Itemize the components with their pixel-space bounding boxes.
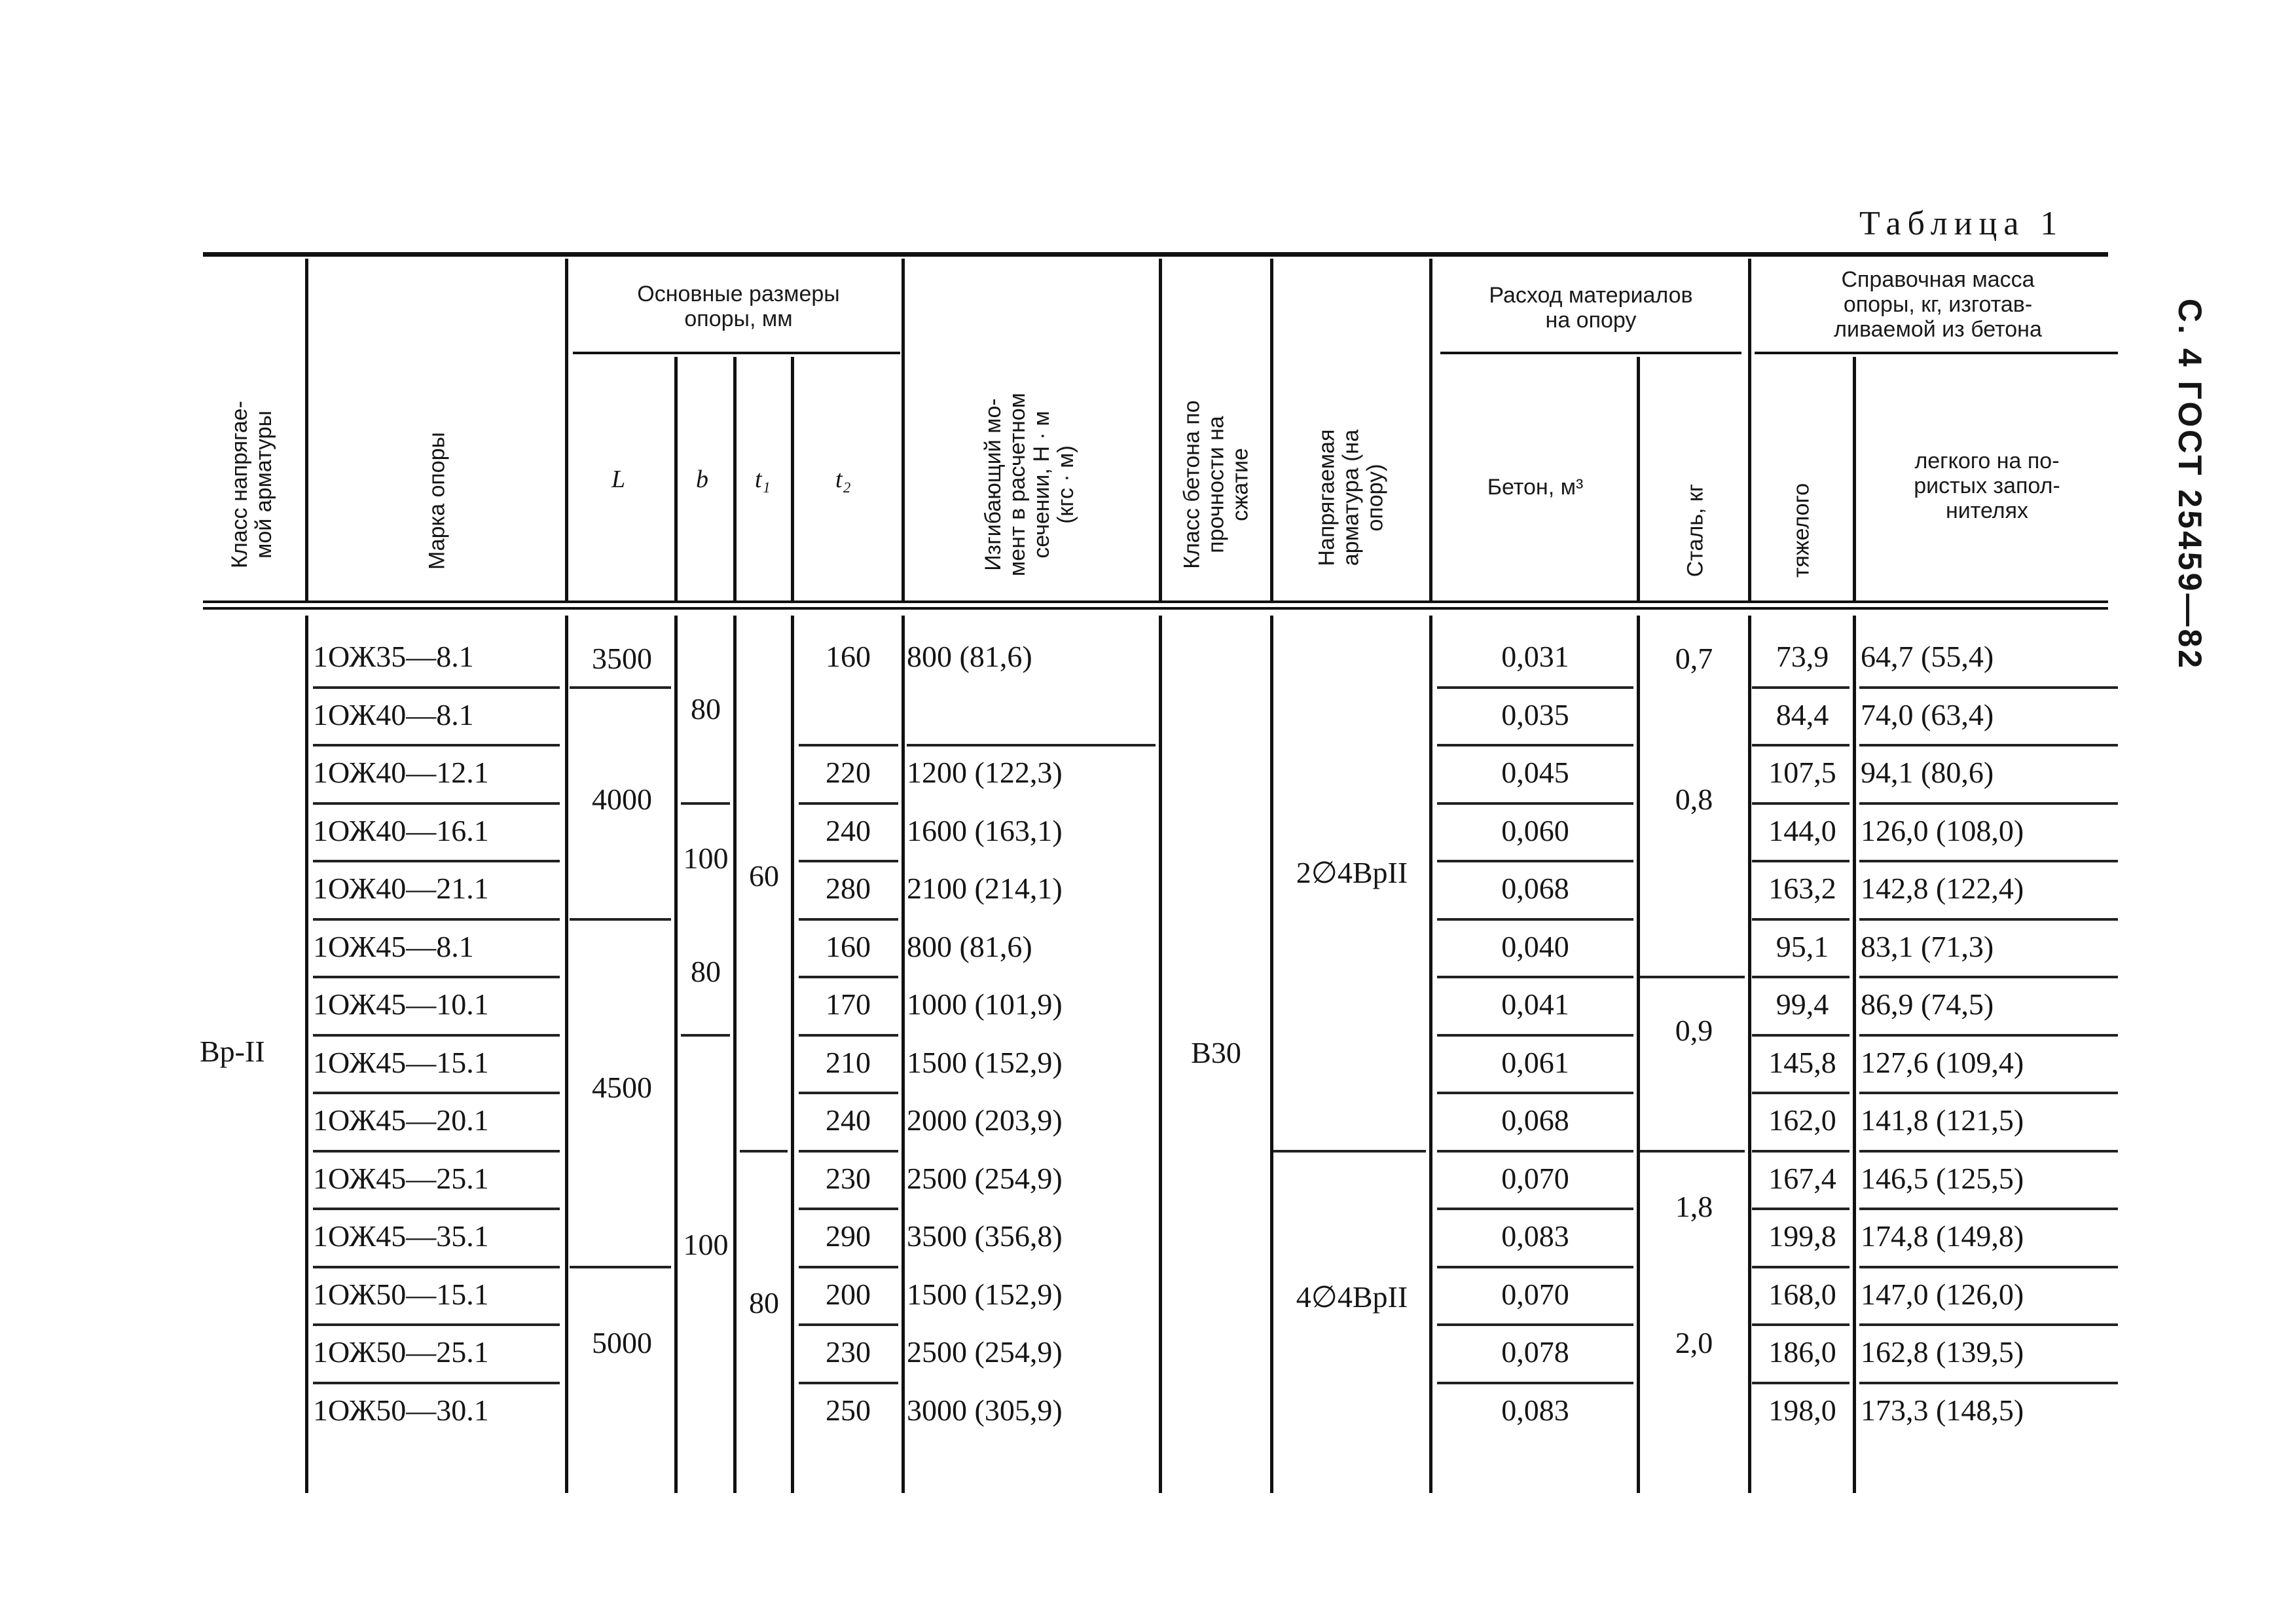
- header-sub-rule-raskhod: [1440, 352, 1741, 354]
- cell-marka: 1ОЖ45—15.1: [313, 1045, 489, 1079]
- cell-stal-0-9: 0,9: [1675, 1014, 1713, 1047]
- cell-t1-60: 60: [749, 859, 779, 893]
- cell-beton: 0,068: [1501, 872, 1569, 905]
- row-separator: [1437, 976, 1633, 978]
- cell-moment: 800 (81,6): [907, 929, 1032, 963]
- cell-L-5000: 5000: [592, 1326, 652, 1359]
- cell-beton: 0,040: [1501, 929, 1569, 963]
- cell-beton: 0,035: [1501, 697, 1569, 731]
- cell-beton: 0,078: [1501, 1335, 1569, 1369]
- cell-beton: 0,045: [1501, 756, 1569, 789]
- cell-armatura-2: 4∅4ВрII: [1296, 1280, 1408, 1314]
- row-separator: [1640, 976, 1745, 978]
- cell-moment: 1500 (152,9): [907, 1045, 1063, 1079]
- cell-tyazh: 167,4: [1768, 1161, 1836, 1195]
- cell-marka: 1ОЖ45—35.1: [313, 1219, 489, 1253]
- header-tyazh: тяжелого: [1789, 483, 1814, 578]
- header-vline: [1159, 259, 1162, 600]
- cell-tyazh: 186,0: [1768, 1335, 1836, 1369]
- row-separator: [799, 1150, 898, 1153]
- row-separator: [1859, 1266, 2118, 1268]
- header-t2: t₂: [835, 466, 851, 493]
- header-klass-betona: Класс бетона по прочности на сжатие: [1179, 400, 1253, 569]
- cell-t2: 250: [826, 1393, 871, 1427]
- header-sub-rule-dims: [573, 352, 900, 354]
- row-separator: [1859, 1034, 2118, 1037]
- cell-t2: 170: [826, 987, 871, 1021]
- cell-tyazh: 198,0: [1768, 1393, 1836, 1427]
- row-separator: [1859, 1323, 2118, 1326]
- cell-beton: 0,070: [1501, 1161, 1569, 1195]
- header-L: L: [611, 466, 626, 493]
- row-separator: [799, 1382, 898, 1384]
- cell-legk: 173,3 (148,5): [1861, 1393, 2024, 1427]
- cell-beton: 0,068: [1501, 1103, 1569, 1137]
- row-separator: [1752, 1150, 1850, 1153]
- cell-marka: 1ОЖ35—8.1: [313, 640, 474, 673]
- row-separator: [1437, 860, 1633, 862]
- cell-marka: 1ОЖ50—25.1: [313, 1335, 489, 1369]
- row-separator: [1859, 802, 2118, 805]
- cell-marka: 1ОЖ45—20.1: [313, 1103, 489, 1137]
- table-title: Таблица 1: [1859, 205, 2064, 242]
- row-separator: [1859, 1092, 2118, 1094]
- cell-marka: 1ОЖ50—15.1: [313, 1277, 489, 1311]
- cell-beton: 0,083: [1501, 1219, 1569, 1253]
- cell-t2: 240: [826, 813, 871, 847]
- row-separator: [1859, 1208, 2118, 1210]
- header-klass-napryag: Класс напрягае- мой арматуры: [227, 401, 276, 568]
- row-separator: [1437, 744, 1633, 747]
- cell-legk: 146,5 (125,5): [1861, 1161, 2024, 1195]
- row-separator: [1859, 918, 2118, 921]
- header-t1: t₁: [755, 466, 771, 493]
- cell-b-100: 100: [683, 1228, 729, 1261]
- cell-moment: 3000 (305,9): [907, 1393, 1063, 1427]
- header-massa: Справочная масса опоры, кг, изготав- ливаемой из бетона: [1834, 267, 2042, 342]
- cell-moment: 2500 (254,9): [907, 1161, 1063, 1195]
- cell-L-4000: 4000: [592, 783, 652, 816]
- cell-legk: 94,1 (80,6): [1861, 756, 1994, 789]
- header-vline: [1637, 357, 1640, 600]
- cell-beton: 0,031: [1501, 640, 1569, 673]
- row-separator: [1859, 686, 2118, 689]
- row-separator: [1437, 1266, 1633, 1268]
- row-separator: [1437, 1208, 1633, 1210]
- body-vline: [791, 616, 794, 1493]
- cell-tyazh: 163,2: [1768, 872, 1836, 905]
- cell-tyazh: 107,5: [1768, 756, 1836, 789]
- table-top-rule: [203, 252, 2108, 257]
- row-separator: [681, 802, 730, 805]
- cell-moment: 1500 (152,9): [907, 1277, 1063, 1311]
- row-separator: [1437, 1323, 1633, 1326]
- body-vline: [565, 616, 568, 1493]
- cell-stal-0-8: 0,8: [1675, 783, 1713, 816]
- cell-legk: 127,6 (109,4): [1861, 1045, 2024, 1079]
- cell-t2: 290: [826, 1219, 871, 1253]
- cell-legk: 141,8 (121,5): [1861, 1103, 2024, 1137]
- cell-t1-80: 80: [749, 1286, 779, 1320]
- cell-tyazh: 144,0: [1768, 813, 1836, 847]
- cell-stal-1-8: 1,8: [1675, 1190, 1713, 1223]
- cell-legk: 126,0 (108,0): [1861, 813, 2024, 847]
- cell-beton: 0,041: [1501, 987, 1569, 1021]
- body-vline: [305, 616, 308, 1493]
- cell-tyazh: 95,1: [1776, 929, 1829, 963]
- cell-legk: 83,1 (71,3): [1861, 929, 1994, 963]
- header-sub-rule-massa: [1755, 352, 2118, 354]
- row-separator: [740, 1150, 788, 1153]
- row-separator: [313, 1266, 560, 1268]
- row-separator: [907, 744, 1156, 747]
- header-moment: Изгибающий мо- мент в расчетном сечении, Н · м (кгс · м): [981, 392, 1078, 577]
- row-separator: [1752, 1208, 1850, 1210]
- row-separator: [799, 918, 898, 921]
- cell-t2: 280: [826, 872, 871, 905]
- row-separator: [799, 1034, 898, 1037]
- row-separator: [1752, 1092, 1850, 1094]
- cell-beton: 0,070: [1501, 1277, 1569, 1311]
- cell-beton: 0,060: [1501, 813, 1569, 847]
- cell-t2: 160: [826, 929, 871, 963]
- row-separator: [313, 918, 560, 921]
- cell-legk: 162,8 (139,5): [1861, 1335, 2024, 1369]
- body-vline: [1853, 616, 1856, 1493]
- cell-stal-2-0: 2,0: [1675, 1326, 1713, 1359]
- row-separator: [799, 860, 898, 862]
- row-separator: [1437, 1092, 1633, 1094]
- row-separator: [313, 1034, 560, 1037]
- header-osn-razmery: Основные размеры опоры, мм: [637, 282, 840, 331]
- page-header: С. 4 ГОСТ 25459—82: [2172, 298, 2208, 671]
- cell-moment: 800 (81,6): [907, 640, 1032, 673]
- body-vline: [1270, 616, 1273, 1493]
- body-vline: [1637, 616, 1640, 1493]
- row-separator: [799, 802, 898, 805]
- row-separator: [799, 1208, 898, 1210]
- row-separator: [1752, 802, 1850, 805]
- header-raskhod: Расход материалов на опору: [1489, 283, 1693, 333]
- row-separator: [1752, 918, 1850, 921]
- cell-t2: 210: [826, 1045, 871, 1079]
- header-vline: [674, 357, 678, 600]
- row-separator: [1752, 744, 1850, 747]
- cell-moment: 1200 (122,3): [907, 756, 1063, 789]
- row-separator: [313, 1382, 560, 1384]
- cell-marka: 1ОЖ45—8.1: [313, 929, 474, 963]
- row-separator: [313, 1150, 560, 1153]
- row-separator: [799, 744, 898, 747]
- cell-marka: 1ОЖ40—16.1: [313, 813, 489, 847]
- row-separator: [1859, 1382, 2118, 1384]
- row-separator: [313, 1208, 560, 1210]
- header-b: b: [696, 466, 708, 493]
- cell-b-100: 100: [683, 841, 729, 875]
- header-bottom-rule-1: [203, 600, 2108, 603]
- cell-t2: 230: [826, 1161, 871, 1195]
- cell-legk: 74,0 (63,4): [1861, 697, 1994, 731]
- cell-moment: 1600 (163,1): [907, 813, 1063, 847]
- row-separator: [570, 686, 671, 689]
- cell-tyazh: 99,4: [1776, 987, 1829, 1021]
- header-marka: Марка опоры: [424, 432, 450, 570]
- row-separator: [1437, 686, 1633, 689]
- row-separator: [1752, 1382, 1850, 1384]
- cell-legk: 86,9 (74,5): [1861, 987, 1994, 1021]
- row-separator: [1752, 686, 1850, 689]
- cell-marka: 1ОЖ40—12.1: [313, 756, 489, 789]
- cell-legk: 142,8 (122,4): [1861, 872, 2024, 905]
- cell-t2: 230: [826, 1335, 871, 1369]
- cell-marka: 1ОЖ40—8.1: [313, 697, 474, 731]
- cell-tyazh: 199,8: [1768, 1219, 1836, 1253]
- row-separator: [1640, 1150, 1745, 1153]
- row-separator: [799, 1266, 898, 1268]
- cell-beton: 0,061: [1501, 1045, 1569, 1079]
- cell-b-80: 80: [691, 955, 721, 988]
- row-separator: [1437, 1382, 1633, 1384]
- header-legk: легкого на по- ристых запол- нителях: [1914, 449, 2060, 523]
- row-separator: [1752, 1323, 1850, 1326]
- row-separator: [1752, 1034, 1850, 1037]
- row-separator: [1437, 1034, 1633, 1037]
- row-separator: [313, 1092, 560, 1094]
- cell-marka: 1ОЖ45—10.1: [313, 987, 489, 1021]
- cell-t2: 220: [826, 756, 871, 789]
- cell-marka: 1ОЖ45—25.1: [313, 1161, 489, 1195]
- cell-klass: Вр-II: [200, 1035, 265, 1068]
- row-separator: [313, 976, 560, 978]
- header-vline: [1270, 259, 1273, 600]
- row-separator: [313, 686, 560, 689]
- header-bottom-rule-2: [203, 607, 2108, 610]
- row-separator: [313, 860, 560, 862]
- cell-klass-betona: В30: [1191, 1036, 1241, 1069]
- cell-armatura-1: 2∅4ВрII: [1296, 856, 1408, 889]
- row-separator: [681, 1034, 730, 1037]
- row-separator: [1752, 976, 1850, 978]
- cell-tyazh: 168,0: [1768, 1277, 1836, 1311]
- cell-moment: 2000 (203,9): [907, 1103, 1063, 1137]
- cell-tyazh: 145,8: [1768, 1045, 1836, 1079]
- body-vline: [674, 616, 678, 1493]
- cell-moment: 3500 (356,8): [907, 1219, 1063, 1253]
- header-stal: Сталь, кг: [1683, 483, 1708, 578]
- cell-t2: 240: [826, 1103, 871, 1137]
- header-vline: [733, 357, 737, 600]
- row-separator: [1752, 860, 1850, 862]
- cell-moment: 2100 (214,1): [907, 872, 1063, 905]
- row-separator: [799, 1092, 898, 1094]
- body-vline: [733, 616, 737, 1493]
- row-separator: [1273, 1150, 1426, 1153]
- body-vline: [1748, 616, 1751, 1493]
- row-separator: [1859, 744, 2118, 747]
- cell-legk: 64,7 (55,4): [1861, 640, 1994, 673]
- cell-t2: 200: [826, 1277, 871, 1311]
- row-separator: [1859, 1150, 2118, 1153]
- cell-tyazh: 162,0: [1768, 1103, 1836, 1137]
- row-separator: [313, 802, 560, 805]
- cell-t2: 160: [826, 640, 871, 673]
- row-separator: [313, 1323, 560, 1326]
- row-separator: [1752, 1266, 1850, 1268]
- header-beton: Бетон, м³: [1487, 475, 1584, 500]
- row-separator: [799, 1323, 898, 1326]
- header-vline: [565, 259, 568, 600]
- header-vline: [305, 259, 308, 600]
- cell-beton: 0,083: [1501, 1393, 1569, 1427]
- cell-marka: 1ОЖ40—21.1: [313, 872, 489, 905]
- header-armatura: Напрягаемая арматура (на опору): [1314, 429, 1388, 566]
- row-separator: [799, 976, 898, 978]
- header-vline: [1429, 259, 1432, 600]
- cell-L-3500: 3500: [592, 642, 652, 675]
- cell-moment: 2500 (254,9): [907, 1335, 1063, 1369]
- header-vline: [1748, 259, 1751, 600]
- cell-legk: 147,0 (126,0): [1861, 1277, 2024, 1311]
- row-separator: [570, 918, 671, 921]
- row-separator: [1859, 860, 2118, 862]
- header-vline: [1853, 357, 1856, 600]
- row-separator: [1437, 918, 1633, 921]
- header-vline: [791, 357, 794, 600]
- cell-marka: 1ОЖ50—30.1: [313, 1393, 489, 1427]
- row-separator: [313, 744, 560, 747]
- row-separator: [1437, 802, 1633, 805]
- cell-tyazh: 84,4: [1776, 697, 1829, 731]
- body-vline: [1429, 616, 1432, 1493]
- cell-tyazh: 73,9: [1776, 640, 1829, 673]
- row-separator: [1437, 1150, 1633, 1153]
- cell-L-4500: 4500: [592, 1071, 652, 1104]
- cell-stal-0-7: 0,7: [1675, 642, 1713, 675]
- cell-b-80: 80: [691, 692, 721, 726]
- row-separator: [570, 1266, 671, 1268]
- cell-legk: 174,8 (149,8): [1861, 1219, 2024, 1253]
- row-separator: [1859, 976, 2118, 978]
- cell-moment: 1000 (101,9): [907, 987, 1063, 1021]
- body-vline: [902, 616, 905, 1493]
